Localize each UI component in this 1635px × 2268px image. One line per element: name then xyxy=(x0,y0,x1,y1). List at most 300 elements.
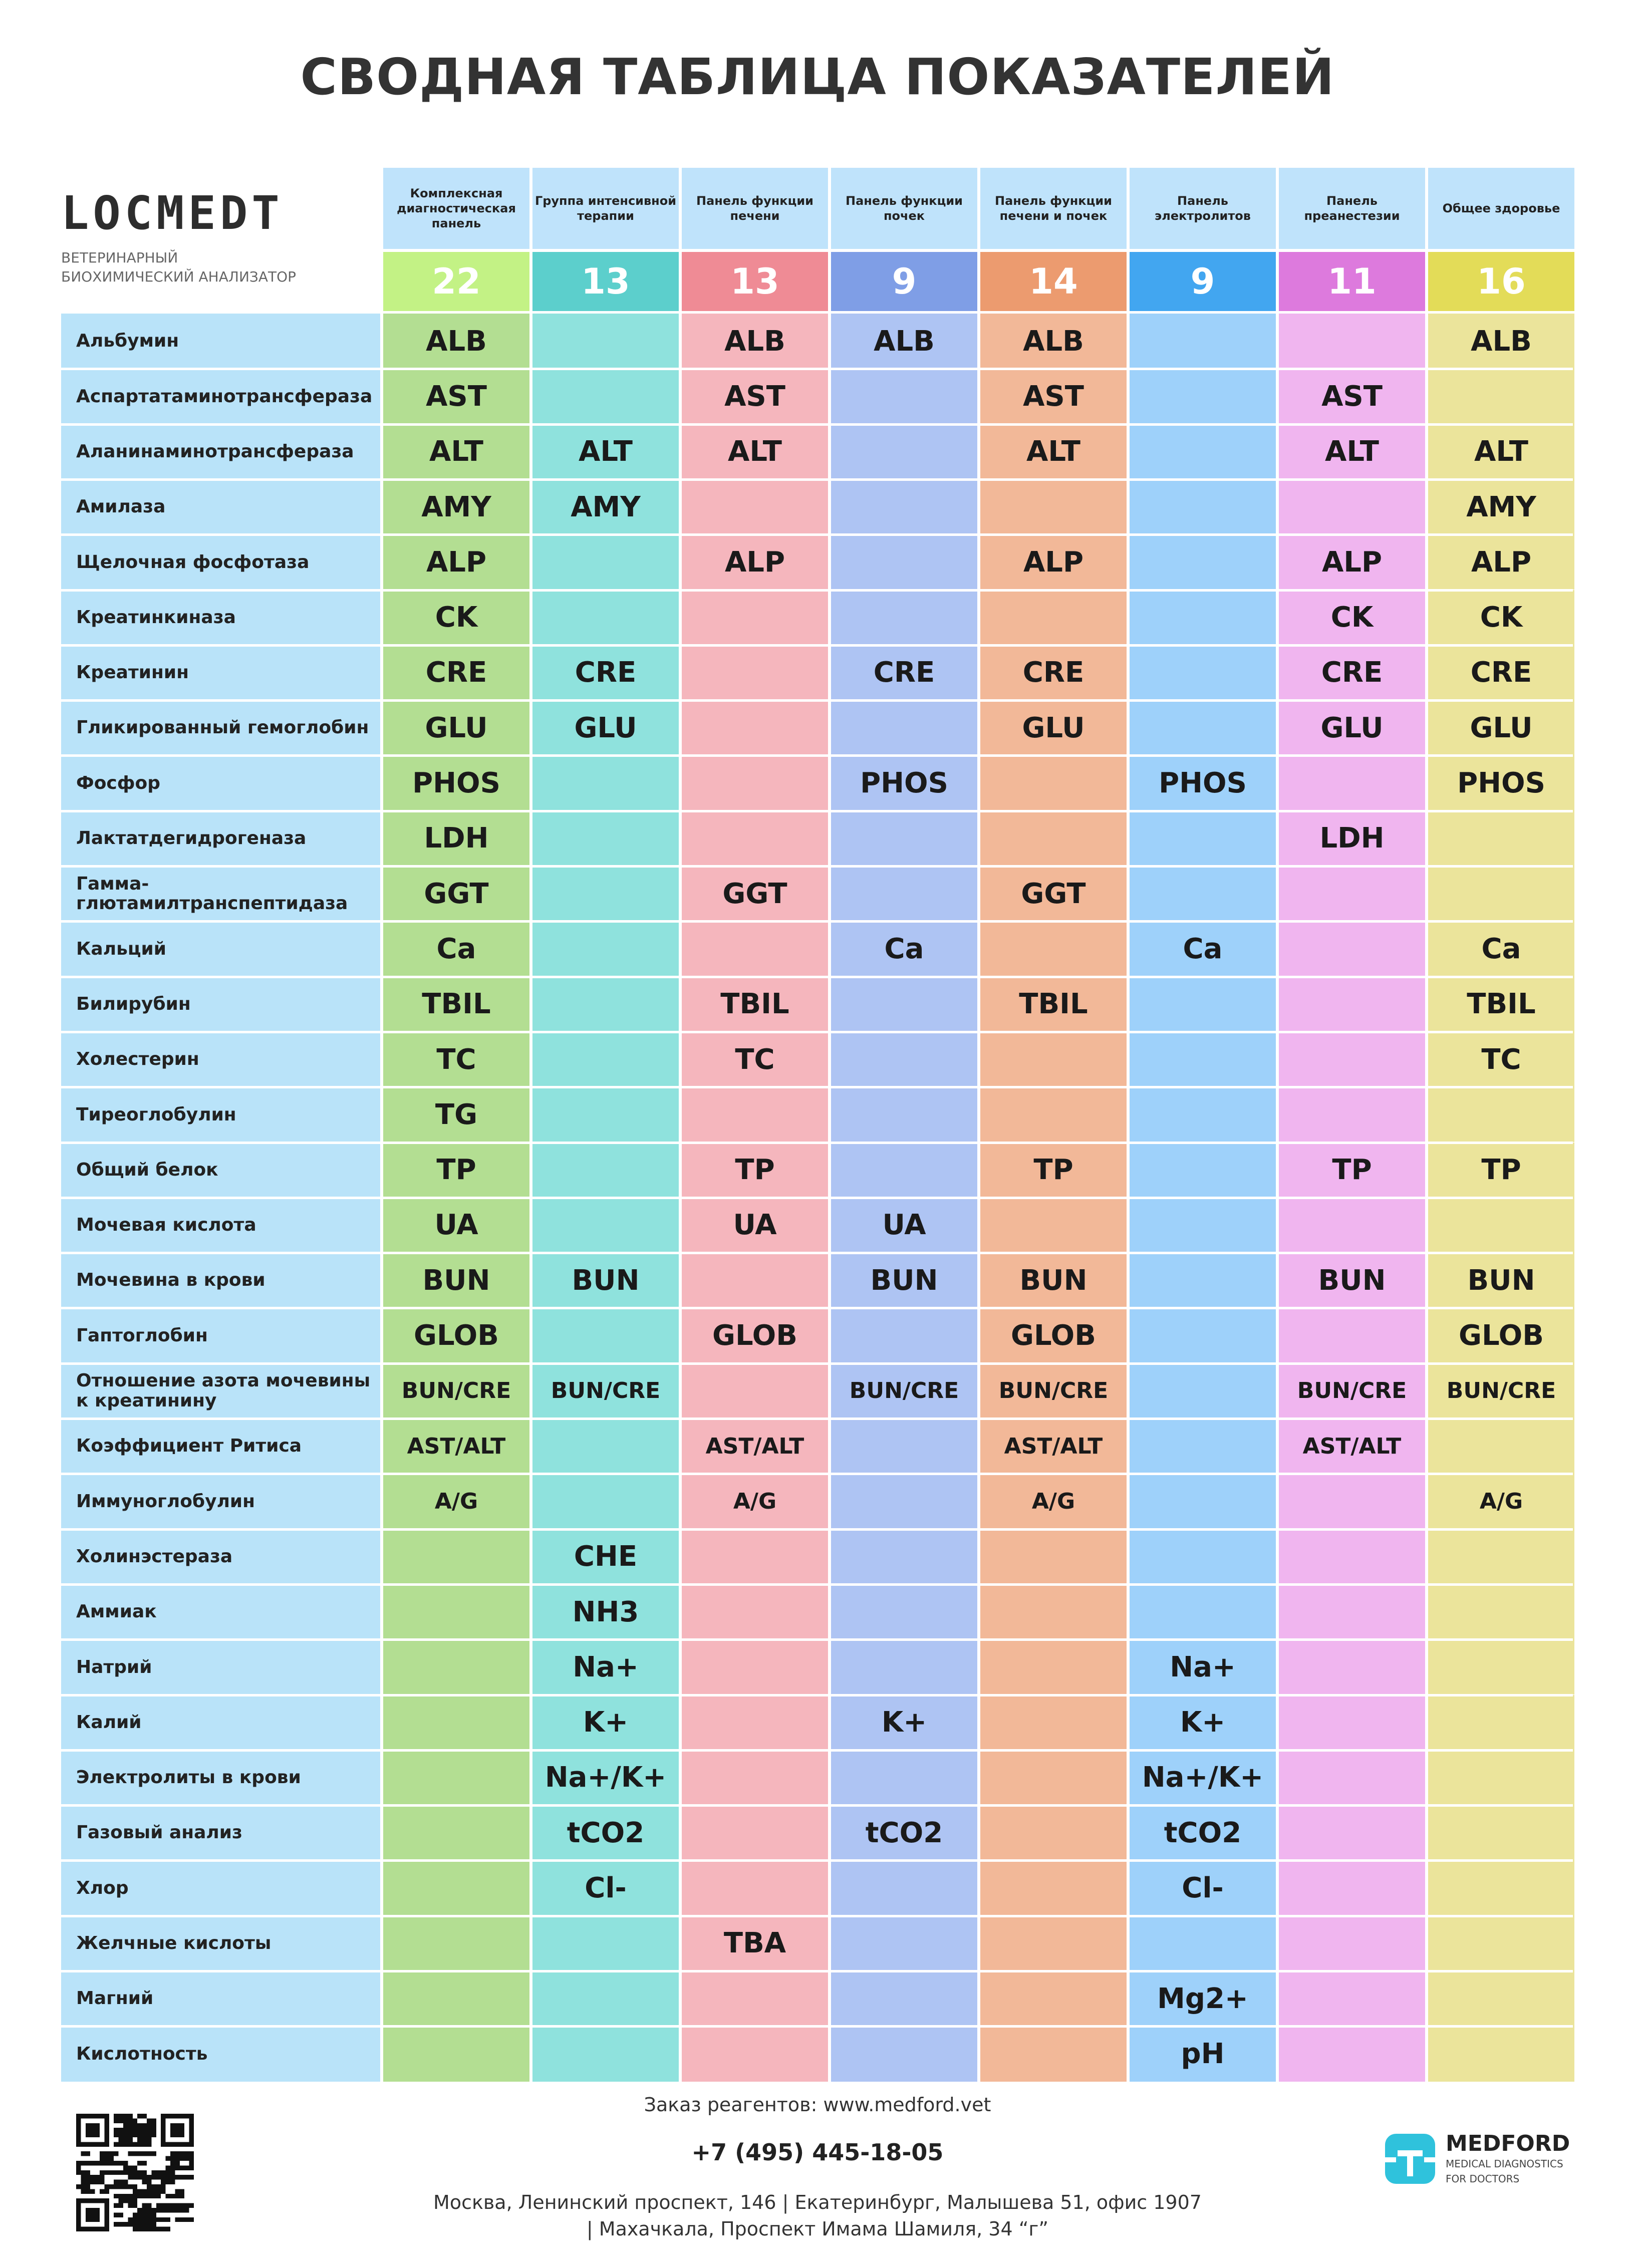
panel-count: 13 xyxy=(680,252,830,311)
table-cell: CRE xyxy=(1277,645,1427,700)
table-cell xyxy=(1128,479,1277,534)
table-cell: Na+ xyxy=(1128,1639,1277,1694)
table-cell: PHOS xyxy=(382,755,531,810)
table-cell xyxy=(531,1032,680,1087)
table-cell xyxy=(1427,866,1576,921)
table-cell: BUN/CRE xyxy=(979,1363,1128,1419)
table-cell xyxy=(1277,1529,1427,1584)
row-label: Гликированный гемоглобин xyxy=(61,700,382,755)
locmedt-logo xyxy=(61,186,297,287)
table-cell: ALP xyxy=(680,534,830,590)
row-divider xyxy=(61,368,1573,370)
table-cell: CRE xyxy=(531,645,680,700)
table-cell xyxy=(531,534,680,590)
table-cell xyxy=(830,590,979,645)
table-cell xyxy=(531,1198,680,1253)
table-cell xyxy=(1427,1419,1576,1474)
table-cell: ALP xyxy=(979,534,1128,590)
logo-brand: LOCMEDT xyxy=(61,186,284,240)
row-label: Аспартатаминотрансфераза xyxy=(61,369,382,424)
panel-count: 9 xyxy=(1128,252,1277,311)
table-cell xyxy=(680,479,830,534)
table-cell xyxy=(1277,1032,1427,1087)
panel-count: 16 xyxy=(1427,252,1576,311)
table-cell xyxy=(979,479,1128,534)
column-divider xyxy=(828,168,831,2082)
panel-header: Панель преанестезии xyxy=(1277,168,1427,249)
row-label: Кислотность xyxy=(61,2026,382,2081)
row-divider xyxy=(61,810,1573,812)
table-cell xyxy=(680,1695,830,1750)
column-divider xyxy=(1425,168,1428,2082)
table-cell xyxy=(1277,1639,1427,1694)
table-cell xyxy=(680,2026,830,2081)
table-cell xyxy=(979,1584,1128,1639)
table-cell xyxy=(830,424,979,479)
table-cell: K+ xyxy=(1128,1695,1277,1750)
table-cell: Na+ xyxy=(531,1639,680,1694)
table-cell xyxy=(979,1805,1128,1860)
table-cell xyxy=(680,645,830,700)
table-cell xyxy=(1128,1419,1277,1474)
table-cell xyxy=(979,1032,1128,1087)
table-cell xyxy=(382,1860,531,1915)
table-cell: GGT xyxy=(680,866,830,921)
table-cell: tCO2 xyxy=(830,1805,979,1860)
table-cell xyxy=(382,1584,531,1639)
table-cell: BUN xyxy=(1277,1253,1427,1308)
table-cell xyxy=(830,1419,979,1474)
row-label: Билирубин xyxy=(61,977,382,1032)
panel-header: Панель функции почек xyxy=(830,168,979,249)
table-cell: ALB xyxy=(382,314,531,369)
table-cell xyxy=(531,314,680,369)
table-cell xyxy=(1128,1529,1277,1584)
table-cell xyxy=(830,1860,979,1915)
logo-subtitle-line2: БИОХИМИЧЕСКИЙ АНАЛИЗАТОР xyxy=(61,268,297,285)
table-cell: AST xyxy=(1277,369,1427,424)
table-cell xyxy=(531,369,680,424)
table-cell: TBIL xyxy=(1427,977,1576,1032)
table-cell: CK xyxy=(382,590,531,645)
row-label: Амилаза xyxy=(61,479,382,534)
table-cell: CHE xyxy=(531,1529,680,1584)
table-cell xyxy=(1427,1584,1576,1639)
medford-sub2: FOR DOCTORS xyxy=(1446,2173,1520,2185)
table-cell: CK xyxy=(1427,590,1576,645)
row-label: Холестерин xyxy=(61,1032,382,1087)
table-cell: CRE xyxy=(979,645,1128,700)
table-cell: BUN/CRE xyxy=(1277,1363,1427,1419)
table-cell xyxy=(1128,1474,1277,1529)
panel-count: 11 xyxy=(1277,252,1427,311)
table-cell: ALB xyxy=(830,314,979,369)
footer-order-text: Заказ реагентов: www.medford.vet xyxy=(644,2094,991,2116)
panel-header: Группа интенсивной терапии xyxy=(531,168,680,249)
table-cell: GLOB xyxy=(382,1308,531,1363)
panel-count: 13 xyxy=(531,252,680,311)
table-cell xyxy=(1277,1860,1427,1915)
table-cell: ALT xyxy=(1427,424,1576,479)
table-cell: BUN xyxy=(979,1253,1128,1308)
row-divider xyxy=(61,865,1573,868)
footer-address-line1: Москва, Ленинский проспект, 146 | Екатеринбург, Малышева 51, офис 1907 xyxy=(433,2191,1202,2213)
table-cell xyxy=(1277,1474,1427,1529)
table-cell xyxy=(680,1971,830,2026)
table-cell: ALP xyxy=(1277,534,1427,590)
table-cell: TBA xyxy=(680,1916,830,1971)
row-label: Натрий xyxy=(61,1639,382,1694)
column-divider xyxy=(380,168,383,2082)
row-divider xyxy=(61,1307,1573,1309)
table-cell: pH xyxy=(1128,2026,1277,2081)
row-label: Калий xyxy=(61,1695,382,1750)
table-cell xyxy=(531,1087,680,1142)
table-cell xyxy=(1277,921,1427,976)
table-cell: A/G xyxy=(1427,1474,1576,1529)
row-divider xyxy=(61,920,1573,923)
table-cell xyxy=(1277,1805,1427,1860)
table-cell: AMY xyxy=(382,479,531,534)
table-cell xyxy=(1427,369,1576,424)
logo-subtitle-line1: ВЕТЕРИНАРНЫЙ xyxy=(61,249,178,266)
column-divider xyxy=(679,168,682,2082)
row-label: Иммуноглобулин xyxy=(61,1474,382,1529)
row-label: Гаптоглобин xyxy=(61,1308,382,1363)
table-cell: UA xyxy=(830,1198,979,1253)
row-divider xyxy=(61,1031,1573,1033)
table-cell: BUN/CRE xyxy=(830,1363,979,1419)
table-cell xyxy=(1277,1971,1427,2026)
row-divider xyxy=(61,423,1573,426)
table-cell: AST/ALT xyxy=(979,1419,1128,1474)
row-divider xyxy=(61,533,1573,536)
table-cell: AST/ALT xyxy=(1277,1419,1427,1474)
table-cell xyxy=(531,921,680,976)
qr-code-icon xyxy=(76,2114,194,2231)
table-cell: LDH xyxy=(1277,811,1427,866)
table-cell xyxy=(830,1584,979,1639)
table-cell xyxy=(680,590,830,645)
table-cell xyxy=(830,811,979,866)
row-label: Кальций xyxy=(61,921,382,976)
table-cell xyxy=(830,1916,979,1971)
table-cell xyxy=(830,1971,979,2026)
table-cell xyxy=(979,1198,1128,1253)
table-cell: BUN/CRE xyxy=(382,1363,531,1419)
table-cell xyxy=(830,1750,979,1805)
table-cell xyxy=(1277,1916,1427,1971)
table-cell: BUN xyxy=(531,1253,680,1308)
row-label: Креатинин xyxy=(61,645,382,700)
table-cell xyxy=(830,2026,979,2081)
table-cell xyxy=(382,1805,531,1860)
table-cell xyxy=(1427,1198,1576,1253)
table-cell xyxy=(830,369,979,424)
row-divider xyxy=(61,1528,1573,1531)
table-cell xyxy=(680,1584,830,1639)
table-cell xyxy=(1427,1695,1576,1750)
table-cell xyxy=(382,1529,531,1584)
table-cell: NH3 xyxy=(531,1584,680,1639)
table-cell xyxy=(1128,1032,1277,1087)
table-cell xyxy=(979,590,1128,645)
table-cell xyxy=(830,479,979,534)
table-cell xyxy=(680,1805,830,1860)
table-cell xyxy=(1128,1143,1277,1198)
table-cell xyxy=(830,866,979,921)
row-label: Аммиак xyxy=(61,1584,382,1639)
row-divider xyxy=(61,1749,1573,1752)
medford-sub1: MEDICAL DIAGNOSTICS xyxy=(1446,2158,1563,2170)
table-cell: GLU xyxy=(531,700,680,755)
table-cell: GLOB xyxy=(979,1308,1128,1363)
row-label: Холинэстераза xyxy=(61,1529,382,1584)
row-divider xyxy=(61,1859,1573,1862)
table-cell xyxy=(1427,1860,1576,1915)
footer-phone: +7 (495) 445-18-05 xyxy=(691,2139,944,2166)
table-cell: AMY xyxy=(531,479,680,534)
table-cell xyxy=(382,1695,531,1750)
table-cell xyxy=(830,1474,979,1529)
medford-logo xyxy=(1383,2131,1570,2186)
table-cell xyxy=(1277,1750,1427,1805)
table-cell xyxy=(1128,1584,1277,1639)
table-cell xyxy=(1128,314,1277,369)
table-cell: BUN xyxy=(382,1253,531,1308)
table-cell xyxy=(1277,2026,1427,2081)
table-cell: ALB xyxy=(979,314,1128,369)
medford-brand: MEDFORD xyxy=(1446,2131,1570,2156)
table-cell xyxy=(979,2026,1128,2081)
table-cell xyxy=(680,1529,830,1584)
row-divider xyxy=(61,644,1573,647)
row-label: Креатинкиназа xyxy=(61,590,382,645)
panel-header: Комплексная диагностическая панель xyxy=(382,168,531,249)
table-cell xyxy=(531,1143,680,1198)
column-divider xyxy=(1574,168,1577,2082)
table-cell: AST xyxy=(680,369,830,424)
table-cell: BUN xyxy=(830,1253,979,1308)
table-cell: ALT xyxy=(979,424,1128,479)
table-cell: ALT xyxy=(531,424,680,479)
table-cell: Na+/K+ xyxy=(531,1750,680,1805)
row-divider xyxy=(61,2025,1573,2028)
table-cell: TG xyxy=(382,1087,531,1142)
table-cell: PHOS xyxy=(1427,755,1576,810)
table-cell xyxy=(382,2026,531,2081)
table-cell: AST xyxy=(979,369,1128,424)
table-cell xyxy=(1427,811,1576,866)
table-cell xyxy=(1277,1087,1427,1142)
table-cell xyxy=(1427,1916,1576,1971)
table-cell xyxy=(1128,977,1277,1032)
row-divider xyxy=(61,1694,1573,1696)
table-cell: A/G xyxy=(382,1474,531,1529)
row-divider xyxy=(61,1252,1573,1254)
column-divider xyxy=(1127,168,1130,2082)
row-divider xyxy=(61,1970,1573,1972)
table-cell: TBIL xyxy=(382,977,531,1032)
table-cell xyxy=(531,1971,680,2026)
panel-header: Общее здоровье xyxy=(1427,168,1576,249)
table-cell xyxy=(1427,2026,1576,2081)
table-cell xyxy=(979,1860,1128,1915)
table-cell xyxy=(830,700,979,755)
table-cell xyxy=(979,1750,1128,1805)
table-cell: Na+/K+ xyxy=(1128,1750,1277,1805)
table-cell: Cl- xyxy=(1128,1860,1277,1915)
table-cell xyxy=(531,2026,680,2081)
row-label: Мочевина в крови xyxy=(61,1253,382,1308)
table-cell: K+ xyxy=(531,1695,680,1750)
table-cell: CK xyxy=(1277,590,1427,645)
table-cell: UA xyxy=(680,1198,830,1253)
row-label: Аланинаминотрансфераза xyxy=(61,424,382,479)
table-cell xyxy=(680,1860,830,1915)
row-divider xyxy=(61,1418,1573,1420)
table-cell xyxy=(979,1695,1128,1750)
table-cell: TP xyxy=(1277,1143,1427,1198)
row-divider xyxy=(61,1362,1573,1365)
table-cell xyxy=(979,1529,1128,1584)
table-cell xyxy=(1128,1087,1277,1142)
row-label: Желчные кислоты xyxy=(61,1916,382,1971)
panel-header: Панель функции печени и почек xyxy=(979,168,1128,249)
row-label: Фосфор xyxy=(61,755,382,810)
table-cell: Ca xyxy=(830,921,979,976)
table-cell xyxy=(979,1087,1128,1142)
row-label: Лактатдегидрогеназа xyxy=(61,811,382,866)
table-cell: ALT xyxy=(1277,424,1427,479)
table-cell xyxy=(979,921,1128,976)
row-label: Газовый анализ xyxy=(61,1805,382,1860)
table-cell xyxy=(1277,755,1427,810)
table-cell: ALP xyxy=(382,534,531,590)
table-cell: BUN/CRE xyxy=(1427,1363,1576,1419)
table-cell xyxy=(830,534,979,590)
table-cell xyxy=(531,1308,680,1363)
row-divider xyxy=(61,478,1573,481)
row-divider xyxy=(61,589,1573,592)
table-cell: TC xyxy=(382,1032,531,1087)
table-cell xyxy=(531,1916,680,1971)
table-cell xyxy=(1128,645,1277,700)
table-cell: A/G xyxy=(680,1474,830,1529)
medford-mark-icon xyxy=(1383,2131,1438,2186)
table-cell xyxy=(531,590,680,645)
table-cell xyxy=(1128,866,1277,921)
table-cell xyxy=(680,1750,830,1805)
table-cell xyxy=(1427,1087,1576,1142)
row-divider xyxy=(61,976,1573,978)
table-cell xyxy=(830,1032,979,1087)
table-cell: Ca xyxy=(1427,921,1576,976)
table-cell xyxy=(382,1639,531,1694)
table-cell xyxy=(1427,1529,1576,1584)
panel-count: 9 xyxy=(830,252,979,311)
table-cell xyxy=(830,977,979,1032)
table-cell xyxy=(531,1419,680,1474)
table-cell xyxy=(531,866,680,921)
row-divider xyxy=(61,1142,1573,1144)
table-cell: GGT xyxy=(382,866,531,921)
row-label: Мочевая кислота xyxy=(61,1198,382,1253)
table-cell: GLU xyxy=(382,700,531,755)
table-cell xyxy=(1128,1253,1277,1308)
row-label: Щелочная фосфотаза xyxy=(61,534,382,590)
table-cell xyxy=(1128,700,1277,755)
table-cell: ALP xyxy=(1427,534,1576,590)
panel-count: 22 xyxy=(382,252,531,311)
row-divider xyxy=(61,1915,1573,1917)
table-cell: AMY xyxy=(1427,479,1576,534)
table-cell: TBIL xyxy=(979,977,1128,1032)
table-cell xyxy=(680,700,830,755)
table-cell xyxy=(1128,811,1277,866)
panel-header: Панель электролитов xyxy=(1128,168,1277,249)
row-label: Гамма-глютамилтранспептидаза xyxy=(61,866,382,921)
table-cell xyxy=(1128,369,1277,424)
table-cell: GLU xyxy=(1277,700,1427,755)
table-cell: Cl- xyxy=(531,1860,680,1915)
table-cell xyxy=(1277,479,1427,534)
row-label: Общий белок xyxy=(61,1143,382,1198)
table-cell: CRE xyxy=(382,645,531,700)
row-divider xyxy=(61,1638,1573,1641)
row-label: Тиреоглобулин xyxy=(61,1087,382,1142)
table-cell xyxy=(382,1971,531,2026)
table-cell: ALT xyxy=(680,424,830,479)
table-cell: tCO2 xyxy=(1128,1805,1277,1860)
row-divider xyxy=(61,1086,1573,1088)
table-cell xyxy=(830,1087,979,1142)
table-cell: TP xyxy=(680,1143,830,1198)
table-cell xyxy=(1128,1363,1277,1419)
table-cell xyxy=(382,1916,531,1971)
row-divider xyxy=(61,1473,1573,1475)
table-cell xyxy=(979,811,1128,866)
table-cell xyxy=(1128,1308,1277,1363)
table-cell: ALB xyxy=(1427,314,1576,369)
table-cell xyxy=(979,1971,1128,2026)
table-cell: TP xyxy=(382,1143,531,1198)
table-cell xyxy=(680,1363,830,1419)
table-cell xyxy=(1277,1308,1427,1363)
table-cell xyxy=(1128,590,1277,645)
table-cell xyxy=(1277,977,1427,1032)
table-cell xyxy=(979,1916,1128,1971)
row-label: Альбумин xyxy=(61,314,382,369)
table-cell xyxy=(1427,1750,1576,1805)
table-cell: K+ xyxy=(830,1695,979,1750)
table-cell xyxy=(979,1639,1128,1694)
table-cell: AST xyxy=(382,369,531,424)
row-label: Отношение азота мочевины к креатинину xyxy=(61,1363,382,1419)
row-label: Хлор xyxy=(61,1860,382,1915)
table-cell xyxy=(1277,1198,1427,1253)
table-cell: GGT xyxy=(979,866,1128,921)
table-cell xyxy=(680,921,830,976)
table-cell xyxy=(531,755,680,810)
table-cell xyxy=(680,811,830,866)
table-cell xyxy=(1128,1198,1277,1253)
panel-count: 14 xyxy=(979,252,1128,311)
table-cell xyxy=(830,1529,979,1584)
table-cell: TC xyxy=(680,1032,830,1087)
table-cell xyxy=(382,1750,531,1805)
row-label: Коэффициент Ритиса xyxy=(61,1419,382,1474)
